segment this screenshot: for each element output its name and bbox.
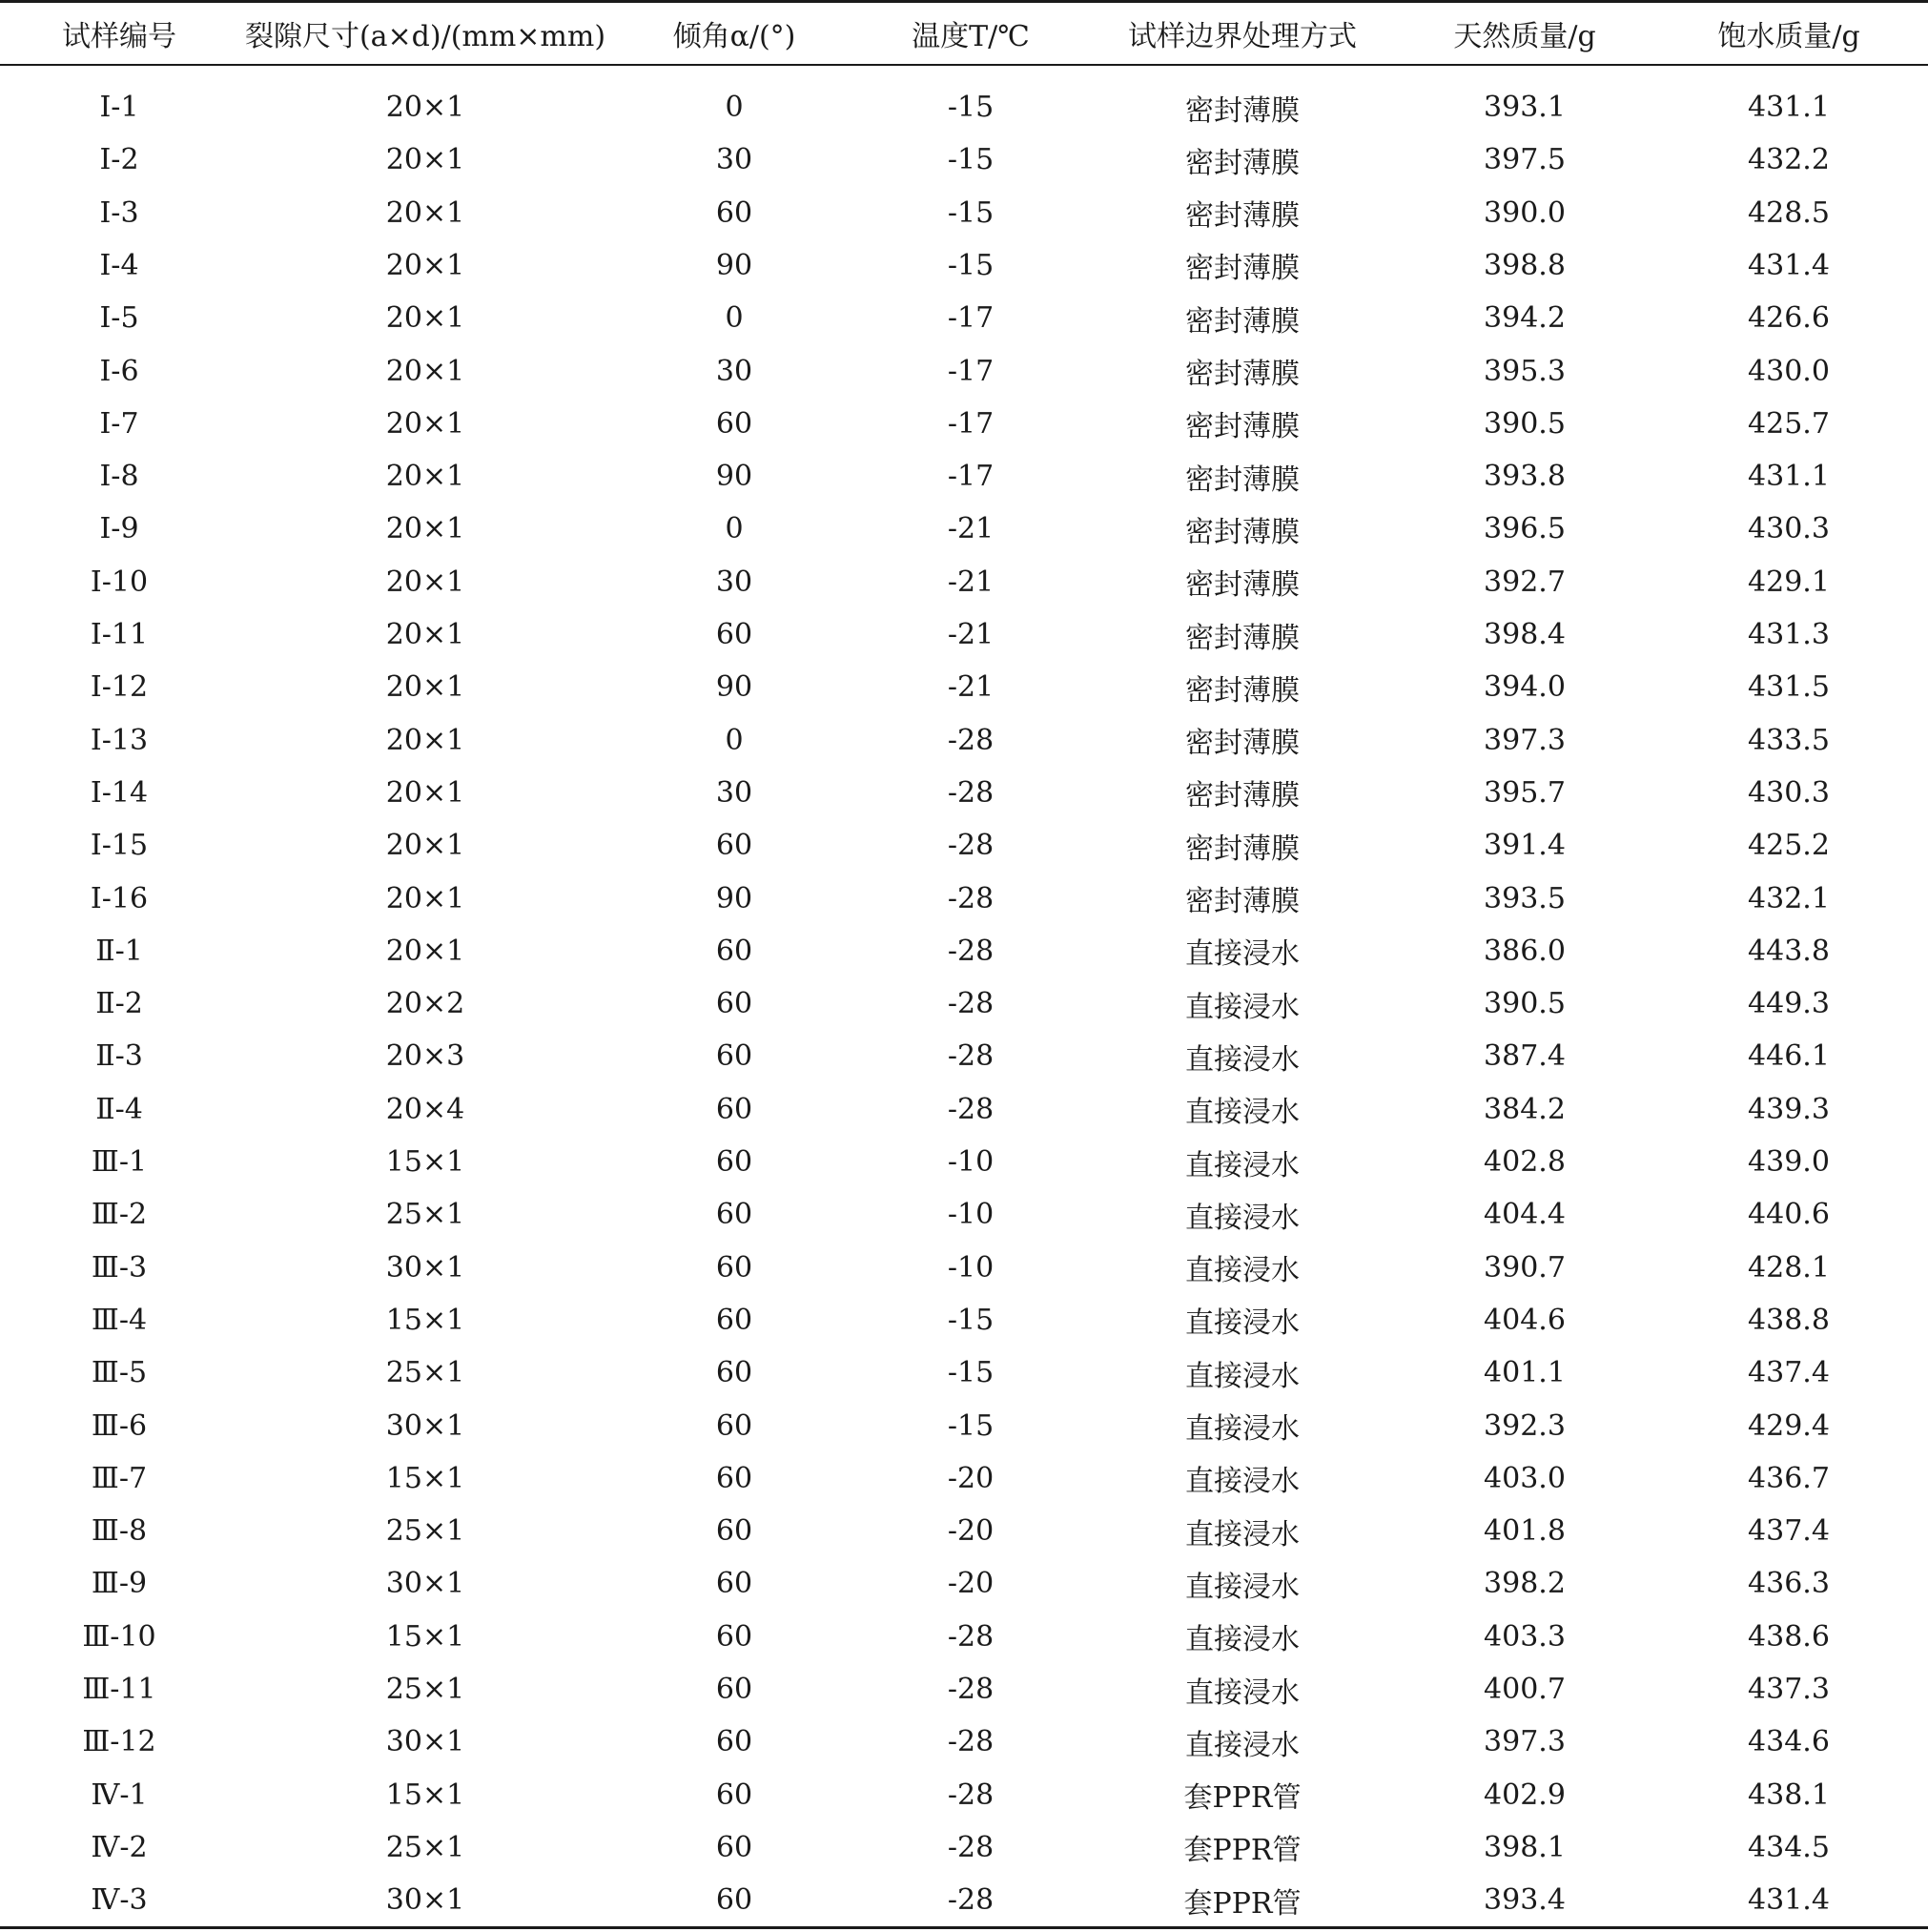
cell-natural-mass: 398.1: [1484, 1830, 1566, 1864]
table-row: [0, 608, 1928, 661]
cell-boundary-treatment: 直接浸水: [1185, 1570, 1300, 1604]
cell-inclination: 60: [715, 934, 753, 968]
cell-crack-size: 20×1: [385, 829, 465, 863]
cell-inclination: 60: [715, 1461, 753, 1495]
cell-specimen-id: Ⅲ-7: [91, 1461, 148, 1495]
cell-inclination: 0: [725, 301, 744, 336]
cell-inclination: 90: [715, 248, 753, 282]
cell-saturated-mass: 430.3: [1748, 512, 1830, 546]
cell-natural-mass: 397.5: [1484, 143, 1566, 177]
cell-saturated-mass: 434.5: [1748, 1830, 1830, 1864]
cell-specimen-id: Ⅰ-14: [90, 775, 149, 810]
cell-specimen-id: Ⅲ-12: [82, 1725, 156, 1759]
cell-inclination: 0: [725, 91, 744, 124]
cell-inclination: 60: [715, 1250, 753, 1285]
cell-boundary-treatment: 密封薄膜: [1185, 673, 1300, 708]
cell-saturated-mass: 449.3: [1748, 987, 1830, 1021]
table-row: [0, 925, 1928, 977]
cell-crack-size: 20×1: [385, 775, 465, 810]
cell-inclination: 60: [715, 1778, 753, 1812]
table-header-rule: [0, 64, 1928, 66]
cell-specimen-id: Ⅲ-8: [91, 1514, 148, 1549]
table-row: [0, 503, 1928, 555]
cell-boundary-treatment: 密封薄膜: [1185, 885, 1300, 918]
cell-boundary-treatment: 直接浸水: [1185, 937, 1300, 972]
table-row: [0, 767, 1928, 819]
cell-natural-mass: 401.8: [1484, 1514, 1566, 1549]
cell-temperature: -15: [947, 143, 995, 177]
cell-saturated-mass: 429.1: [1748, 565, 1830, 599]
cell-natural-mass: 392.7: [1484, 565, 1566, 599]
cell-inclination: 60: [715, 406, 753, 441]
cell-inclination: 60: [715, 1567, 753, 1601]
cell-crack-size: 20×1: [385, 618, 465, 651]
cell-temperature: -28: [947, 829, 995, 863]
table-row: [0, 1030, 1928, 1082]
cell-crack-size: 20×1: [385, 406, 465, 441]
table-row: [0, 1242, 1928, 1294]
header-specimen-id: 试样编号: [62, 20, 176, 53]
cell-saturated-mass: 438.6: [1748, 1619, 1830, 1654]
cell-crack-size: 20×1: [385, 354, 465, 388]
cell-saturated-mass: 436.3: [1748, 1567, 1830, 1601]
cell-natural-mass: 390.5: [1484, 987, 1566, 1021]
cell-boundary-treatment: 密封薄膜: [1185, 568, 1300, 603]
cell-natural-mass: 393.8: [1484, 460, 1566, 494]
cell-boundary-treatment: 密封薄膜: [1185, 462, 1300, 497]
table-row: [0, 1557, 1928, 1610]
cell-crack-size: 25×1: [385, 1356, 465, 1390]
header-boundary-treatment: 试样边界处理方式: [1128, 20, 1357, 53]
cell-natural-mass: 403.3: [1484, 1619, 1566, 1654]
cell-crack-size: 15×1: [385, 1303, 465, 1337]
cell-crack-size: 25×1: [385, 1830, 465, 1864]
cell-temperature: -21: [947, 565, 995, 599]
cell-crack-size: 20×1: [385, 670, 465, 705]
cell-specimen-id: Ⅰ-13: [90, 723, 149, 757]
header-natural-mass: 天然质量/g: [1453, 20, 1596, 53]
cell-saturated-mass: 436.7: [1748, 1461, 1830, 1495]
table-row: [0, 134, 1928, 186]
cell-temperature: -10: [947, 1198, 995, 1232]
cell-saturated-mass: 437.3: [1748, 1673, 1830, 1706]
cell-crack-size: 30×1: [385, 1250, 465, 1285]
cell-temperature: -21: [947, 512, 995, 546]
cell-boundary-treatment: 密封薄膜: [1185, 252, 1300, 286]
cell-natural-mass: 398.4: [1484, 618, 1566, 651]
cell-boundary-treatment: 直接浸水: [1185, 1148, 1300, 1182]
cell-natural-mass: 397.3: [1484, 723, 1566, 757]
cell-boundary-treatment: 直接浸水: [1185, 1623, 1300, 1657]
cell-specimen-id: Ⅳ-3: [91, 1883, 148, 1918]
cell-temperature: -10: [947, 1145, 995, 1179]
table-row: [0, 187, 1928, 239]
table-row: [0, 345, 1928, 398]
cell-boundary-treatment: 密封薄膜: [1185, 304, 1300, 339]
cell-natural-mass: 402.9: [1484, 1778, 1566, 1812]
cell-inclination: 60: [715, 829, 753, 863]
cell-boundary-treatment: 直接浸水: [1185, 990, 1300, 1024]
cell-inclination: 60: [715, 1145, 753, 1179]
cell-specimen-id: Ⅰ-16: [90, 881, 149, 915]
cell-boundary-treatment: 直接浸水: [1185, 1465, 1300, 1499]
cell-inclination: 0: [725, 512, 744, 546]
cell-natural-mass: 396.5: [1484, 512, 1566, 546]
table-row: [0, 1452, 1928, 1505]
cell-temperature: -17: [947, 406, 995, 441]
cell-specimen-id: Ⅲ-2: [91, 1198, 148, 1232]
cell-boundary-treatment: 直接浸水: [1185, 1359, 1300, 1393]
cell-boundary-treatment: 直接浸水: [1185, 1517, 1300, 1552]
cell-saturated-mass: 433.5: [1748, 723, 1830, 757]
cell-specimen-id: Ⅲ-11: [82, 1673, 156, 1706]
table-row: [0, 1346, 1928, 1399]
table-row: [0, 398, 1928, 450]
cell-boundary-treatment: 直接浸水: [1185, 1254, 1300, 1288]
table-row: [0, 239, 1928, 292]
cell-saturated-mass: 430.0: [1748, 354, 1830, 388]
cell-crack-size: 30×1: [385, 1725, 465, 1759]
cell-saturated-mass: 431.1: [1748, 460, 1830, 494]
cell-saturated-mass: 431.4: [1748, 1883, 1830, 1918]
cell-natural-mass: 393.4: [1484, 1883, 1566, 1918]
cell-boundary-treatment: 密封薄膜: [1185, 410, 1300, 444]
cell-crack-size: 15×1: [385, 1619, 465, 1654]
cell-saturated-mass: 428.1: [1748, 1250, 1830, 1285]
cell-crack-size: 25×1: [385, 1198, 465, 1232]
cell-boundary-treatment: 密封薄膜: [1185, 621, 1300, 655]
table-row: [0, 1188, 1928, 1241]
cell-specimen-id: Ⅱ-2: [95, 987, 143, 1021]
cell-crack-size: 20×1: [385, 565, 465, 599]
cell-specimen-id: Ⅰ-6: [99, 354, 139, 388]
cell-natural-mass: 403.0: [1484, 1461, 1566, 1495]
table-row: [0, 81, 1928, 134]
cell-temperature: -21: [947, 670, 995, 705]
cell-inclination: 30: [715, 143, 753, 177]
table-row: [0, 977, 1928, 1030]
cell-natural-mass: 398.8: [1484, 248, 1566, 282]
cell-boundary-treatment: 套PPR管: [1183, 1781, 1302, 1816]
table-row: [0, 1716, 1928, 1768]
cell-temperature: -28: [947, 1725, 995, 1759]
cell-saturated-mass: 431.4: [1748, 248, 1830, 282]
table-row: [0, 1874, 1928, 1926]
cell-natural-mass: 404.6: [1484, 1303, 1566, 1337]
cell-saturated-mass: 438.1: [1748, 1778, 1830, 1812]
cell-natural-mass: 401.1: [1484, 1356, 1566, 1390]
cell-temperature: -28: [947, 723, 995, 757]
cell-crack-size: 20×1: [385, 460, 465, 494]
cell-natural-mass: 400.7: [1484, 1673, 1566, 1706]
cell-crack-size: 20×1: [385, 248, 465, 282]
header-crack-size: 裂隙尺寸(a×d)/(mm×mm): [244, 20, 606, 53]
cell-natural-mass: 390.0: [1484, 195, 1566, 230]
cell-temperature: -28: [947, 1830, 995, 1864]
cell-specimen-id: Ⅰ-10: [90, 565, 149, 599]
cell-inclination: 60: [715, 1514, 753, 1549]
cell-natural-mass: 393.1: [1484, 91, 1566, 124]
table-row: [0, 1663, 1928, 1716]
cell-saturated-mass: 428.5: [1748, 195, 1830, 230]
cell-saturated-mass: 425.7: [1748, 406, 1830, 441]
cell-crack-size: 20×1: [385, 934, 465, 968]
cell-crack-size: 20×1: [385, 881, 465, 915]
cell-specimen-id: Ⅰ-9: [99, 512, 139, 546]
table-row: [0, 1505, 1928, 1557]
cell-temperature: -15: [947, 195, 995, 230]
cell-temperature: -28: [947, 987, 995, 1021]
cell-natural-mass: 394.0: [1484, 670, 1566, 705]
cell-inclination: 60: [715, 1039, 753, 1074]
cell-temperature: -28: [947, 1039, 995, 1074]
cell-crack-size: 15×1: [385, 1145, 465, 1179]
cell-temperature: -20: [947, 1514, 995, 1549]
cell-saturated-mass: 434.6: [1748, 1725, 1830, 1759]
cell-boundary-treatment: 密封薄膜: [1185, 727, 1300, 761]
cell-crack-size: 20×1: [385, 301, 465, 336]
cell-boundary-treatment: 密封薄膜: [1185, 832, 1300, 866]
cell-crack-size: 15×1: [385, 1461, 465, 1495]
cell-saturated-mass: 437.4: [1748, 1514, 1830, 1549]
cell-temperature: -28: [947, 1883, 995, 1918]
cell-specimen-id: Ⅰ-7: [99, 406, 139, 441]
cell-boundary-treatment: 密封薄膜: [1185, 779, 1300, 813]
cell-temperature: -20: [947, 1567, 995, 1601]
cell-natural-mass: 395.7: [1484, 775, 1566, 810]
cell-boundary-treatment: 密封薄膜: [1185, 146, 1300, 180]
cell-crack-size: 20×1: [385, 723, 465, 757]
cell-temperature: -28: [947, 1778, 995, 1812]
cell-inclination: 60: [715, 195, 753, 230]
cell-saturated-mass: 446.1: [1748, 1039, 1830, 1074]
cell-natural-mass: 394.2: [1484, 301, 1566, 336]
table-bottom-rule: [0, 1926, 1928, 1929]
cell-inclination: 90: [715, 670, 753, 705]
table-row: [0, 873, 1928, 925]
cell-natural-mass: 384.2: [1484, 1092, 1566, 1126]
cell-boundary-treatment: 密封薄膜: [1185, 358, 1300, 391]
cell-specimen-id: Ⅳ-1: [91, 1778, 148, 1812]
cell-saturated-mass: 430.3: [1748, 775, 1830, 810]
cell-temperature: -15: [947, 1408, 995, 1443]
cell-saturated-mass: 429.4: [1748, 1408, 1830, 1443]
cell-saturated-mass: 438.8: [1748, 1303, 1830, 1337]
cell-crack-size: 25×1: [385, 1514, 465, 1549]
cell-specimen-id: Ⅱ-4: [95, 1092, 143, 1126]
cell-saturated-mass: 443.8: [1748, 934, 1830, 968]
cell-boundary-treatment: 直接浸水: [1185, 1096, 1300, 1130]
cell-inclination: 90: [715, 460, 753, 494]
table-row: [0, 1769, 1928, 1821]
cell-saturated-mass: 432.2: [1748, 143, 1830, 177]
cell-temperature: -17: [947, 301, 995, 336]
cell-specimen-id: Ⅲ-4: [91, 1303, 148, 1337]
cell-inclination: 60: [715, 1725, 753, 1759]
cell-inclination: 30: [715, 354, 753, 388]
cell-boundary-treatment: 直接浸水: [1185, 1728, 1300, 1762]
cell-saturated-mass: 431.1: [1748, 91, 1830, 124]
table-row: [0, 819, 1928, 872]
cell-saturated-mass: 440.6: [1748, 1198, 1830, 1232]
cell-inclination: 60: [715, 1356, 753, 1390]
cell-specimen-id: Ⅲ-6: [91, 1408, 148, 1443]
cell-inclination: 90: [715, 881, 753, 915]
cell-saturated-mass: 439.0: [1748, 1145, 1830, 1179]
table-row: [0, 661, 1928, 713]
cell-crack-size: 30×1: [385, 1408, 465, 1443]
cell-crack-size: 15×1: [385, 1778, 465, 1812]
cell-inclination: 30: [715, 565, 753, 599]
table-row: [0, 714, 1928, 767]
cell-specimen-id: Ⅰ-5: [99, 301, 139, 336]
cell-specimen-id: Ⅳ-2: [91, 1830, 148, 1864]
cell-temperature: -17: [947, 460, 995, 494]
cell-specimen-id: Ⅰ-12: [90, 670, 149, 705]
cell-saturated-mass: 437.4: [1748, 1356, 1830, 1390]
cell-inclination: 60: [715, 618, 753, 651]
cell-specimen-id: Ⅱ-3: [95, 1039, 143, 1074]
cell-specimen-id: Ⅲ-5: [91, 1356, 148, 1390]
table-row: [0, 450, 1928, 503]
cell-inclination: 60: [715, 1883, 753, 1918]
cell-temperature: -17: [947, 354, 995, 388]
cell-boundary-treatment: 密封薄膜: [1185, 515, 1300, 549]
cell-crack-size: 30×1: [385, 1567, 465, 1601]
cell-natural-mass: 397.3: [1484, 1725, 1566, 1759]
cell-temperature: -15: [947, 1303, 995, 1337]
cell-boundary-treatment: 直接浸水: [1185, 1306, 1300, 1341]
cell-temperature: -28: [947, 881, 995, 915]
cell-inclination: 60: [715, 987, 753, 1021]
cell-crack-size: 20×2: [385, 987, 465, 1021]
cell-specimen-id: Ⅲ-9: [91, 1567, 148, 1601]
cell-saturated-mass: 439.3: [1748, 1092, 1830, 1126]
cell-temperature: -15: [947, 91, 995, 124]
cell-inclination: 60: [715, 1198, 753, 1232]
cell-boundary-treatment: 套PPR管: [1183, 1886, 1302, 1921]
cell-natural-mass: 390.7: [1484, 1250, 1566, 1285]
cell-natural-mass: 391.4: [1484, 829, 1566, 863]
cell-specimen-id: Ⅲ-10: [82, 1619, 156, 1654]
table-row: [0, 1821, 1928, 1874]
cell-crack-size: 20×1: [385, 512, 465, 546]
cell-temperature: -20: [947, 1461, 995, 1495]
cell-temperature: -10: [947, 1250, 995, 1285]
cell-temperature: -28: [947, 1673, 995, 1706]
cell-specimen-id: Ⅰ-1: [99, 91, 139, 124]
cell-specimen-id: Ⅰ-4: [99, 248, 139, 282]
cell-natural-mass: 386.0: [1484, 934, 1566, 968]
cell-specimen-id: Ⅱ-1: [95, 934, 143, 968]
cell-inclination: 60: [715, 1303, 753, 1337]
cell-crack-size: 30×1: [385, 1883, 465, 1918]
header-temperature: 温度T/℃: [912, 20, 1030, 53]
cell-inclination: 60: [715, 1408, 753, 1443]
cell-temperature: -28: [947, 934, 995, 968]
cell-specimen-id: Ⅰ-2: [99, 143, 139, 177]
table-row: [0, 292, 1928, 344]
cell-inclination: 60: [715, 1830, 753, 1864]
cell-natural-mass: 398.2: [1484, 1567, 1566, 1601]
cell-temperature: -28: [947, 1092, 995, 1126]
cell-boundary-treatment: 直接浸水: [1185, 1201, 1300, 1235]
table-row: [0, 1294, 1928, 1346]
cell-specimen-id: Ⅰ-3: [99, 195, 139, 230]
cell-natural-mass: 387.4: [1484, 1039, 1566, 1074]
cell-specimen-id: Ⅲ-3: [91, 1250, 148, 1285]
cell-natural-mass: 402.8: [1484, 1145, 1566, 1179]
cell-saturated-mass: 431.5: [1748, 670, 1830, 705]
cell-inclination: 30: [715, 775, 753, 810]
table-header-row: [0, 3, 1928, 64]
cell-natural-mass: 390.5: [1484, 406, 1566, 441]
cell-saturated-mass: 425.2: [1748, 829, 1830, 863]
cell-crack-size: 20×1: [385, 195, 465, 230]
cell-crack-size: 20×3: [385, 1039, 465, 1074]
cell-crack-size: 20×1: [385, 143, 465, 177]
cell-specimen-id: Ⅰ-8: [99, 460, 139, 494]
table-row: [0, 1400, 1928, 1452]
cell-specimen-id: Ⅰ-15: [90, 829, 149, 863]
header-saturated-mass: 饱水质量/g: [1717, 20, 1860, 53]
cell-temperature: -15: [947, 1356, 995, 1390]
cell-inclination: 60: [715, 1673, 753, 1706]
cell-natural-mass: 395.3: [1484, 354, 1566, 388]
cell-boundary-treatment: 密封薄膜: [1185, 93, 1300, 128]
cell-natural-mass: 393.5: [1484, 881, 1566, 915]
cell-crack-size: 25×1: [385, 1673, 465, 1706]
cell-crack-size: 20×4: [385, 1092, 465, 1126]
cell-inclination: 60: [715, 1619, 753, 1654]
cell-specimen-id: Ⅰ-11: [90, 618, 149, 651]
cell-crack-size: 20×1: [385, 91, 465, 124]
cell-inclination: 0: [725, 723, 744, 757]
cell-saturated-mass: 432.1: [1748, 881, 1830, 915]
header-inclination: 倾角α/(°): [672, 20, 796, 53]
cell-inclination: 60: [715, 1092, 753, 1126]
cell-saturated-mass: 431.3: [1748, 618, 1830, 651]
cell-boundary-treatment: 直接浸水: [1185, 1042, 1300, 1077]
table-row: [0, 1083, 1928, 1136]
cell-temperature: -15: [947, 248, 995, 282]
cell-natural-mass: 392.3: [1484, 1408, 1566, 1443]
cell-temperature: -28: [947, 775, 995, 810]
cell-boundary-treatment: 直接浸水: [1185, 1412, 1300, 1446]
table-row: [0, 1611, 1928, 1663]
cell-boundary-treatment: 套PPR管: [1183, 1834, 1302, 1868]
cell-boundary-treatment: 密封薄膜: [1185, 199, 1300, 234]
cell-temperature: -28: [947, 1619, 995, 1654]
table-row: [0, 556, 1928, 608]
cell-boundary-treatment: 直接浸水: [1185, 1675, 1300, 1710]
cell-specimen-id: Ⅲ-1: [91, 1145, 148, 1179]
cell-natural-mass: 404.4: [1484, 1198, 1566, 1232]
cell-temperature: -21: [947, 618, 995, 651]
table-row: [0, 1136, 1928, 1188]
cell-saturated-mass: 426.6: [1748, 301, 1830, 336]
